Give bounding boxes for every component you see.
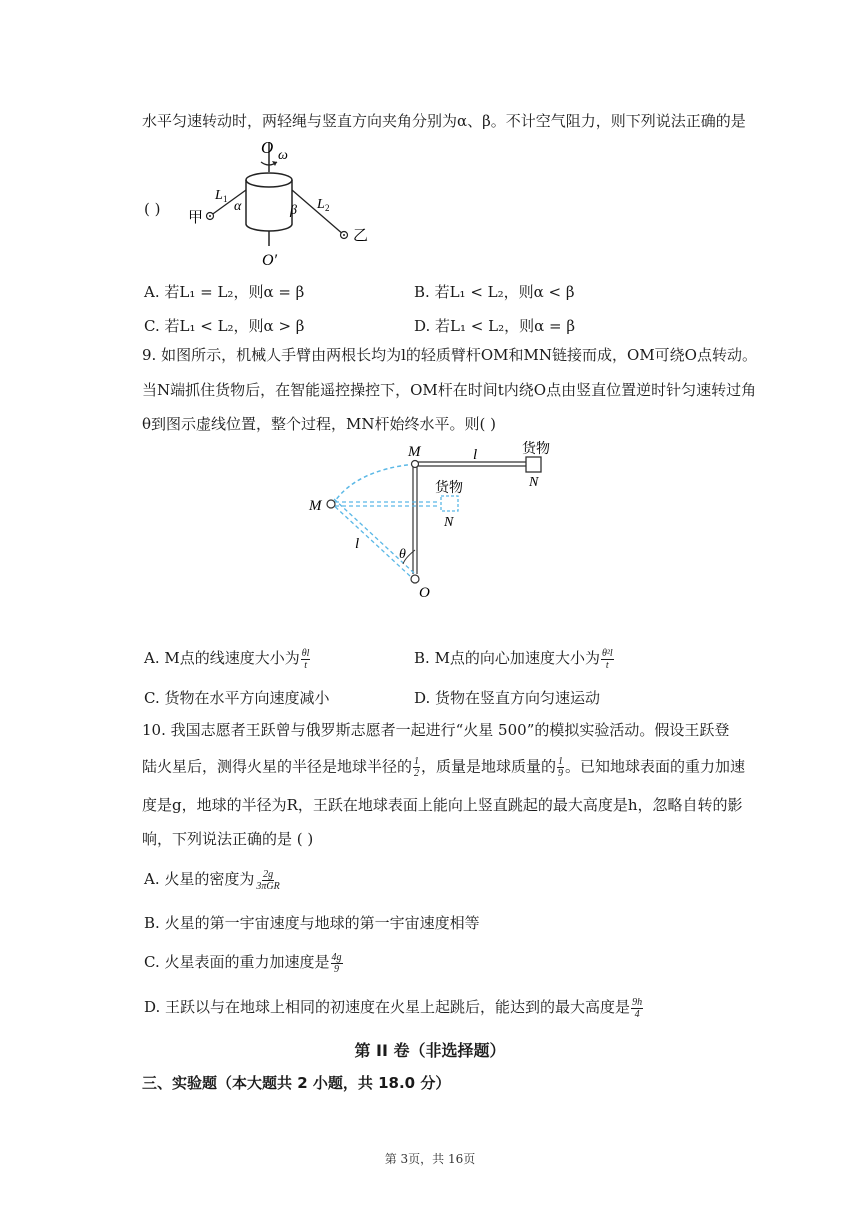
q10-option-b-text: 火星的第一宇宙速度与地球的第一宇宙速度相等 [164, 914, 480, 932]
q9-option-a-fraction [301, 648, 311, 671]
q10-option-d-text: 王跃以与在地球上相同的初速度在火星上起跳后，能达到的最大高度是 [165, 998, 631, 1016]
q9-option-d-text: 货物在竖直方向匀速运动 [435, 689, 601, 707]
q8-label-O: O [261, 138, 274, 157]
q9-label-N-top: N [529, 475, 539, 490]
q9-option-a-den: t [304, 659, 307, 671]
q9-option-b-fraction [601, 648, 614, 671]
q10-frac1-num: 1 [414, 756, 420, 767]
q10-stem-line-2 [142, 756, 745, 779]
q10-fraction-mass [557, 756, 564, 779]
q10-option-a-text: 火星的密度为 [164, 870, 255, 888]
q10-option-d-fraction [631, 997, 643, 1020]
q8-option-c-text: 若L₁ < L₂，则α > β [164, 317, 305, 335]
q9-label-O: O [419, 585, 430, 601]
q10-option-b-letter: B. [144, 914, 160, 932]
q9-label-cargo-top: 货物 [522, 442, 550, 457]
q9-stem-line-2: 当N端抓住货物后，在智能遥控操控下，OM杆在时间t内绕O点由竖直位置逆时针匀速转过角 [142, 381, 757, 399]
q10-stem-line-3: 度是g，地球的半径为R，王跃在地球表面上能向上竖直跳起的最大高度是h，忽略自转的影 [142, 796, 743, 814]
q10-option-d-letter: D. [144, 998, 161, 1016]
q10-option-a[interactable] [144, 868, 282, 892]
q9-label-l-diag: l [355, 536, 360, 552]
q10-line2-pre: 陆火星后，测得火星的半径是地球半径的 [142, 757, 413, 776]
q10-option-c[interactable] [144, 951, 344, 975]
q8-option-b-letter: B. [414, 283, 430, 301]
q10-option-a-num: 2g [263, 868, 274, 880]
q9-option-a-num: θl [301, 647, 310, 659]
q10-option-b[interactable] [144, 912, 480, 933]
q8-option-b-text: 若L₁ < L₂，则α < β [434, 283, 575, 301]
q10-stem-line-1: 10. 我国志愿者王跃曾与俄罗斯志愿者一起进行“火星 500”的模拟实验活动。假设王跃登 [142, 721, 730, 739]
q10-frac2-num: 1 [558, 756, 564, 767]
q10-option-c-num: 4g [331, 951, 342, 963]
q9-label-M-top: M [408, 444, 421, 460]
q8-label-jia: 甲 [188, 210, 204, 226]
q8-label-yi: 乙 [353, 228, 369, 244]
q9-option-b-letter: B. [414, 649, 430, 667]
q10-frac1-den: 2 [414, 768, 420, 779]
q9-label-l-top: l [473, 447, 478, 463]
q8-label-L2-sub: 2 [325, 203, 330, 213]
q9-option-a[interactable] [144, 647, 311, 671]
q8-stem-line: 水平匀速转动时，两轻绳与竖直方向夹角分别为α、β。不计空气阻力，则下列说法正确的是 [142, 112, 746, 130]
q10-line2-mid: ，质量是地球质量的 [421, 757, 557, 776]
q8-option-c-letter: C. [144, 317, 160, 335]
q8-option-d-text: 若L₁ < L₂，则α = β [435, 317, 576, 335]
q10-option-c-den: 9 [334, 963, 340, 975]
q8-option-a-letter: A. [144, 283, 160, 301]
q8-label-omega: ω [278, 148, 288, 163]
q10-option-d-den: 4 [634, 1008, 640, 1020]
q10-option-a-letter: A. [144, 870, 160, 888]
q9-option-c[interactable] [144, 687, 330, 708]
q8-label-Oprime: O′ [262, 252, 278, 269]
q9-option-c-text: 货物在水平方向速度减小 [164, 689, 330, 707]
q9-option-b-den: t [605, 659, 609, 671]
q9-option-b-text: M点的向心加速度大小为 [434, 649, 600, 667]
q9-option-b-num: θ²l [601, 647, 613, 659]
q8-option-d[interactable] [414, 315, 575, 336]
q8-option-b[interactable] [414, 281, 575, 302]
q10-option-c-letter: C. [144, 953, 160, 971]
q10-fraction-radius [413, 756, 420, 779]
q9-option-a-letter: A. [144, 649, 160, 667]
section3-title: 三、实验题（本大题共 2 小题，共 18.0 分） [142, 1074, 451, 1092]
q9-label-N-mid: N [444, 515, 454, 530]
q10-frac2-den: 9 [558, 768, 564, 779]
q8-label-L1: L [215, 188, 223, 203]
q9-label-theta: θ [399, 547, 406, 562]
q8-label-alpha: α [234, 199, 242, 214]
q9-stem-line-1: 9. 如图所示，机械人手臂由两根长均为l的轻质臂杆OM和MN链接而成，OM可绕O点转动。 [142, 346, 757, 364]
q9-option-c-letter: C. [144, 689, 160, 707]
page-footer: 第 3页，共 16页 [384, 1152, 476, 1166]
q10-option-a-fraction [255, 869, 280, 892]
q8-option-c[interactable] [144, 315, 304, 336]
q10-option-a-den: 3πGR [256, 880, 280, 892]
q10-option-c-fraction [331, 952, 343, 975]
q8-label-beta: β [290, 203, 297, 218]
q9-option-d-letter: D. [414, 689, 431, 707]
q8-option-a-text: 若L₁ = L₂，则α = β [164, 283, 305, 301]
q9-label-cargo-mid: 货物 [435, 481, 463, 496]
section-title: 第 II 卷（非选择题） [354, 1041, 506, 1060]
q8-label-L1-sub: 1 [223, 194, 228, 204]
q8-answer-paren: ( ) [144, 200, 161, 218]
q10-option-c-text: 火星表面的重力加速度是 [164, 953, 330, 971]
q9-figure-robot-arm [305, 440, 565, 602]
q8-label-L2: L [317, 197, 325, 212]
q9-label-M-left: M [309, 498, 322, 514]
q9-option-b[interactable] [414, 647, 615, 671]
q8-option-d-letter: D. [414, 317, 431, 335]
q10-option-d[interactable] [144, 996, 644, 1020]
q10-option-d-num: 9h [632, 996, 643, 1008]
q10-line2-post: 。已知地球表面的重力加速 [565, 757, 746, 776]
q9-stem-line-3: θ到图示虚线位置，整个过程，MN杆始终水平。则( ) [142, 415, 496, 433]
q8-figure-rotating-cylinder [185, 138, 375, 270]
q10-stem-line-4: 响，下列说法正确的是 ( ) [142, 830, 314, 848]
q9-option-a-text: M点的线速度大小为 [164, 649, 300, 667]
q9-option-d[interactable] [414, 687, 600, 708]
q8-option-a[interactable] [144, 281, 304, 302]
